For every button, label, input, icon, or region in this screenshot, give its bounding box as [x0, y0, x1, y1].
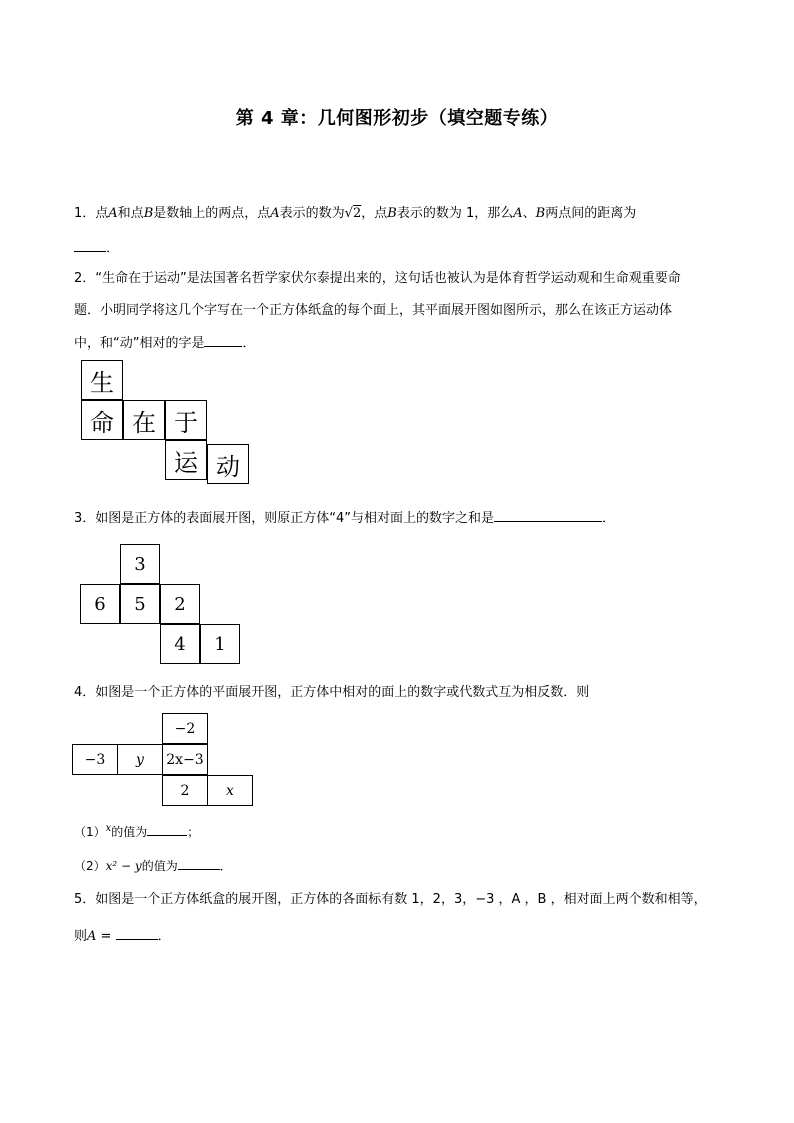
q4-sub1-text: 的值为 — [111, 825, 148, 839]
q1-end: ． — [106, 241, 120, 256]
q1-text-d: 表示的数为 — [279, 206, 345, 221]
sqrt-radicand: 2 — [352, 206, 362, 221]
q1-text-a: 1．点 — [74, 206, 109, 221]
q5-text-a: 则 — [74, 929, 88, 944]
net-cell: 运 — [165, 440, 207, 480]
answer-blank-3[interactable] — [494, 508, 602, 522]
question-2-line-3 — [74, 333, 256, 353]
sqrt-sign: √ — [344, 206, 353, 221]
q1-text-e: ，点 — [361, 206, 388, 221]
net-cell: 在 — [123, 400, 165, 440]
net-cell: 于 — [165, 400, 207, 440]
question-2-line-2: 题．小明同学将这几个字写在一个正方体纸盒的每个面上，其平面展开图如图所示，那么在该正方运动体 — [74, 303, 673, 318]
net-cell: 4 — [160, 624, 200, 664]
var-A: A — [108, 206, 118, 221]
question-2-line-1: 2．“生命在于运动”是法国著名哲学家伏尔泰提出来的，这句话也被认为是体育哲学运动观和生命观重要命 — [74, 271, 681, 286]
q1-text-h: 两点间的距离为 — [545, 206, 637, 221]
q2-text-a: 中，和“动”相对的字是 — [74, 336, 205, 351]
question-3-line-1 — [74, 508, 615, 528]
net-cell: x — [207, 775, 253, 806]
net-cell: 2 — [162, 775, 208, 806]
var-A: A — [87, 929, 97, 944]
var-A: A — [513, 206, 523, 221]
net-cell: 生 — [81, 360, 123, 400]
question-1-line-2 — [74, 238, 119, 258]
net-cell: 1 — [200, 624, 240, 664]
net-cell: 5 — [120, 584, 160, 624]
var-B: B — [535, 206, 546, 221]
var-B: B — [387, 206, 397, 221]
net-cell: −3 — [72, 744, 118, 775]
var-A: A — [270, 206, 280, 221]
q4-sub2-end: ． — [219, 859, 232, 873]
question-1-line-1 — [74, 205, 636, 223]
var-B: B — [143, 206, 154, 221]
q5-end: ． — [157, 929, 171, 944]
q4-sub2-text: 的值为 — [141, 859, 178, 873]
net-cell: 命 — [81, 400, 123, 440]
net-cell: 2x−3 — [162, 744, 208, 775]
question-4-sub-2 — [74, 856, 232, 875]
question-5-line-2 — [74, 926, 171, 946]
net-cell: 2 — [160, 584, 200, 624]
question-4-sub-1 — [74, 820, 199, 841]
q4-sub2-label: （2） — [74, 859, 106, 873]
q3-end: ． — [602, 511, 616, 526]
q1-text-c: 是数轴上的两点，点 — [153, 206, 271, 221]
question-4-line-1: 4．如图是一个正方体的平面展开图，正方体中相对的面上的数字或代数式互为相反数．则 — [74, 685, 590, 700]
sqrt-2 — [345, 206, 362, 221]
answer-blank-4-1[interactable] — [147, 822, 187, 836]
expr-x2-minus-y: x² − y — [105, 859, 142, 873]
answer-blank-5[interactable] — [116, 926, 158, 940]
net-cell: 6 — [80, 584, 120, 624]
net-cell: 动 — [207, 444, 249, 484]
question-5-line-1: 5．如图是一个正方体纸盒的展开图，正方体的各面标有数 1，2，3，−3 ，A ，B ，相对面上两个数和相等， — [74, 892, 707, 907]
q1-text-g: 、 — [522, 206, 536, 221]
q3-text-a: 3．如图是正方体的表面展开图，则原正方体“4”与相对面上的数字之和是 — [74, 511, 495, 526]
q1-text-f: 表示的数为 1，那么 — [396, 206, 514, 221]
var-x: x — [105, 823, 112, 834]
answer-blank-2[interactable] — [204, 333, 242, 347]
net-cell: y — [117, 744, 163, 775]
net-cell: 3 — [120, 544, 160, 584]
q4-sub1-end: ； — [187, 825, 200, 839]
q1-text-b: 和点 — [117, 206, 144, 221]
page-title: 第 4 章：几何图形初步（填空题专练） — [235, 108, 559, 129]
answer-blank-4-2[interactable] — [178, 856, 220, 870]
q2-end: ． — [242, 336, 256, 351]
answer-blank-1[interactable] — [74, 238, 106, 252]
q4-sub1-label: （1） — [74, 825, 106, 839]
equals-sign: = — [96, 929, 116, 944]
net-cell: −2 — [162, 713, 208, 744]
